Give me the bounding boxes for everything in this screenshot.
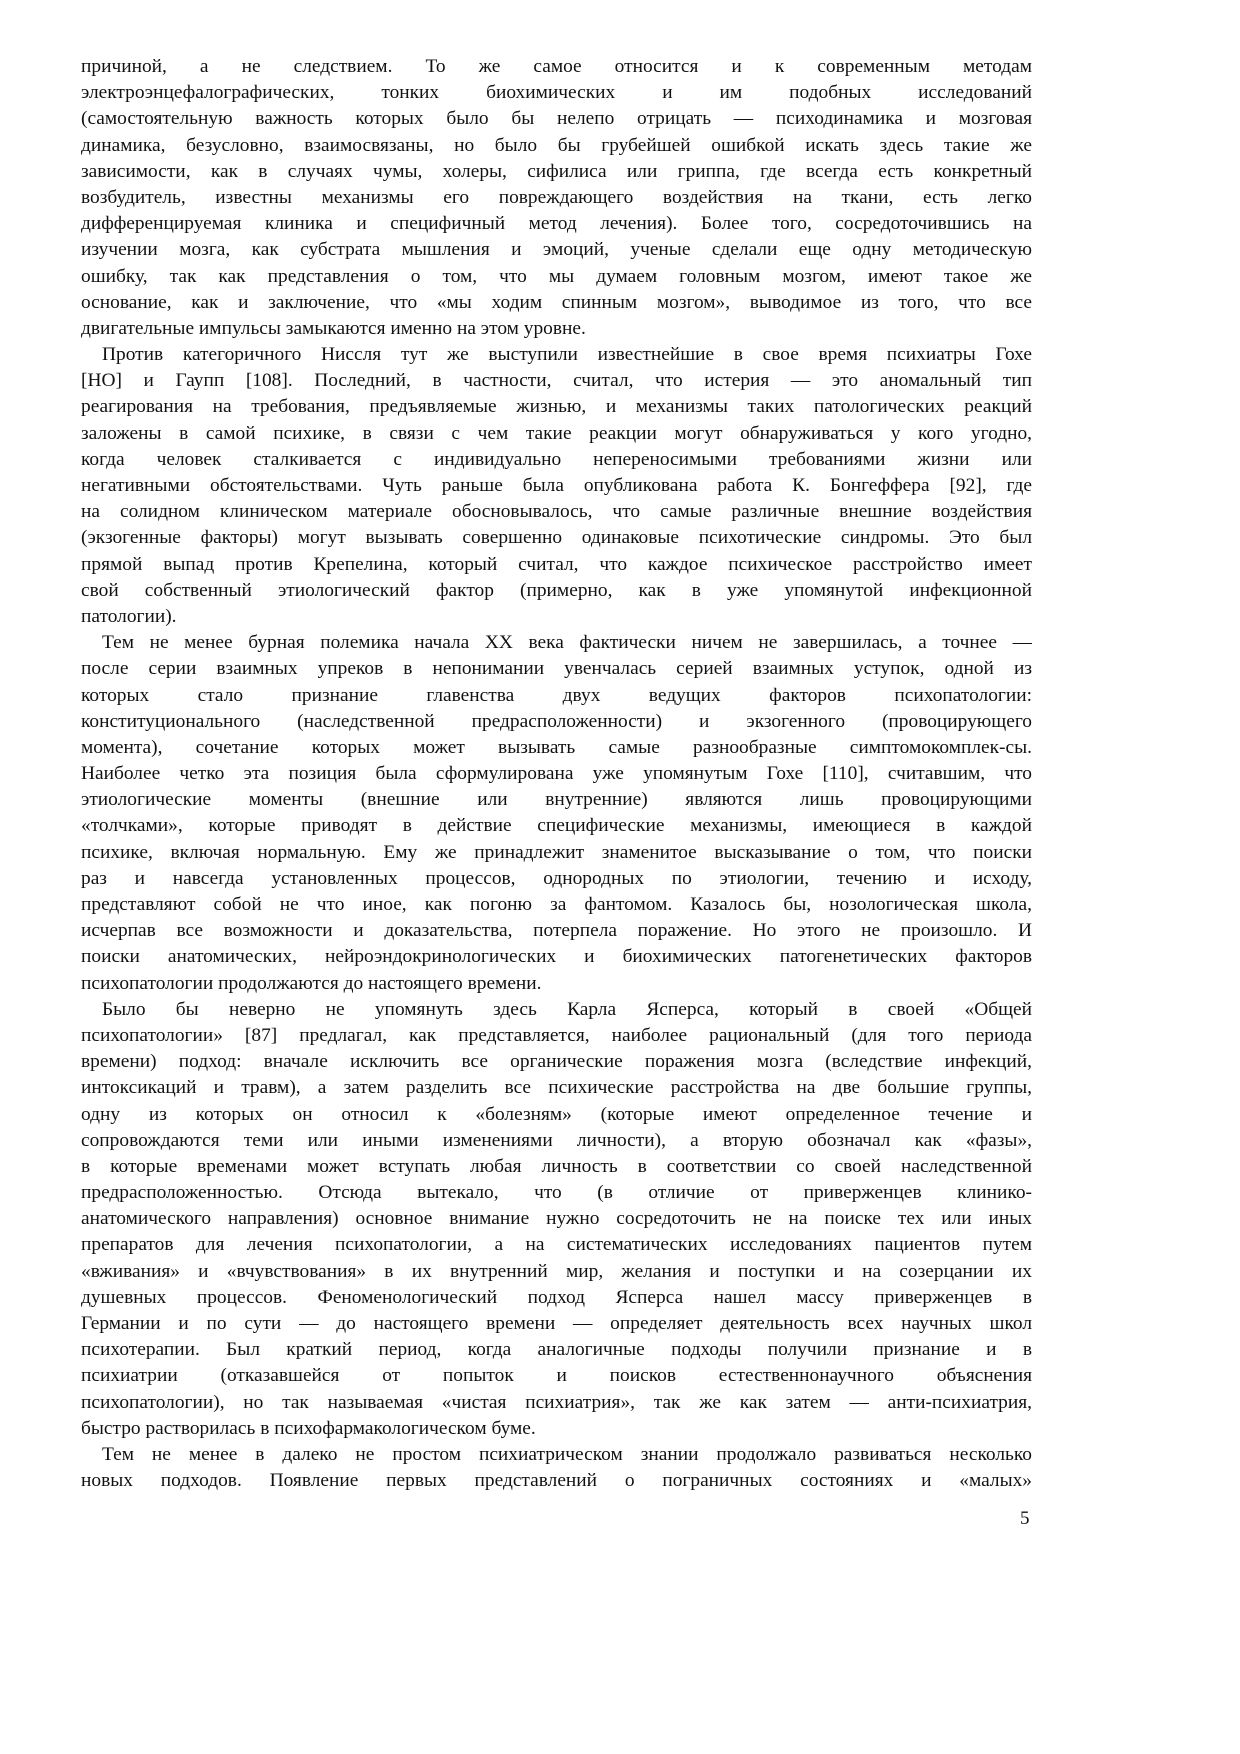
paragraph xyxy=(81,54,1032,342)
text-line: представляют собой не что иное, как погоню за фантомом. Казалось бы, нозологическая школа, xyxy=(81,894,1032,915)
paragraph xyxy=(81,342,1032,630)
page-number: 5 xyxy=(1020,1508,1030,1529)
text-line: «толчками», которые приводят в действие специфические механизмы, имеющиеся в каждой xyxy=(81,815,1032,837)
text-line: ошибку, так как представления о том, что мы думаем головным мозгом, имеют такое же xyxy=(81,265,1032,287)
text-line: когда человек сталкивается с индивидуально непереносимыми требованиями жизни или xyxy=(81,448,1032,470)
text-line: (самостоятельную важность которых было бы нелепо отрицать — психодинамика и мозговая xyxy=(81,108,1032,130)
text-line: психопатологии), но так называемая «чистая психиатрия», так же как затем — анти-психиатрия, xyxy=(81,1391,1032,1413)
text-line: которых стало признание главенства двух ведущих факторов психопатологии: xyxy=(81,684,1032,706)
text-line: поиски анатомических, нейроэндокринологических и биохимических патогенетических факторов xyxy=(81,946,1032,968)
text-line: возбудитель, известны механизмы его повреждающего воздействия на ткани, есть легко xyxy=(81,186,1032,208)
text-line: сопровождаются теми или иными изменениями личности), а вторую обозначал как «фазы», xyxy=(81,1129,1032,1151)
text-line: зависимости, как в случаях чумы, холеры, сифилиса или гриппа, где всегда есть конкретный xyxy=(81,160,1032,182)
text-line: «вживания» и «вчувствования» в их внутренний мир, желания и поступки и на созерцании их xyxy=(81,1260,1032,1282)
text-line: Было бы неверно не упомянуть здесь Карла Ясперса, который в своей «Общей xyxy=(102,998,1032,1020)
text-line: [НО] и Гаупп [108]. Последний, в частности, считал, что истерия — это аномальный тип xyxy=(81,370,1032,392)
text-line: основание, как и заключение, что «мы ходим спинным мозгом», выводимое из того, что все xyxy=(81,291,1032,313)
text-line: исчерпав все возможности и доказательства, потерпела поражение. Но этого не произошло. И xyxy=(81,920,1032,942)
text-line: психотерапии. Был краткий период, когда аналогичные подходы получили признание и в xyxy=(81,1339,1032,1361)
text-line: интоксикаций и травм), а затем разделить все психические расстройства на две большие группы, xyxy=(81,1077,1032,1099)
text-line: психопатологии» [87] предлагал, как представляется, наиболее рациональный (для того периода xyxy=(81,1024,1032,1046)
text-line: реагирования на требования, предъявляемые жизнью, и механизмы таких патологических реакций xyxy=(81,396,1032,418)
text-line: Германии и по сути — до настоящего времени — определяет деятельность всех научных школ xyxy=(81,1313,1032,1334)
text-line: конституционального (наследственной предрасположенности) и экзогенного (провоцирующего xyxy=(81,710,1032,732)
paragraph xyxy=(81,997,1032,1442)
document-body xyxy=(81,54,1032,1494)
text-line: этиологические моменты (внешние или внутренние) являются лишь провоцирующими xyxy=(81,789,1032,811)
text-line: заложены в самой психике, в связи с чем такие реакции могут обнаруживаться у кого угодно, xyxy=(81,422,1032,444)
text-line: Против категоричного Ниссля тут же выступили известнейшие в свое время психиатры Гохе xyxy=(102,344,1032,366)
text-line: времени) подход: вначале исключить все органические поражения мозга (вследствие инфекций, xyxy=(81,1051,1032,1073)
text-line: препаратов для лечения психопатологии, а на систематических исследованиях пациентов путем xyxy=(81,1234,1032,1256)
text-line: прямой выпад против Крепелина, который считал, что каждое психическое расстройство имеет xyxy=(81,553,1032,575)
text-line: изучении мозга, как субстрата мышления и эмоций, ученые сделали еще одну методическую xyxy=(81,239,1032,261)
text-line: динамика, безусловно, взаимосвязаны, но было бы грубейшей ошибкой искать здесь такие же xyxy=(81,134,1032,156)
text-line: душевных процессов. Феноменологический подход Ясперса нашел массу приверженцев в xyxy=(81,1286,1032,1308)
text-line: одну из которых он относил к «болезням» (которые имеют определенное течение и xyxy=(81,1103,1032,1125)
text-line: психопатологии продолжаются до настоящего времени. xyxy=(81,972,542,994)
paragraph xyxy=(81,1442,1032,1494)
text-line: психике, включая нормальную. Ему же принадлежит знаменитое высказывание о том, что поиски xyxy=(81,841,1032,863)
text-line: патологии). xyxy=(81,605,177,627)
text-line: свой собственный этиологический фактор (примерно, как в уже упомянутой инфекционной xyxy=(81,579,1032,601)
text-line: анатомического направления) основное внимание нужно сосредоточить не на поиске тех или иных xyxy=(81,1208,1032,1230)
text-line: предрасположенностью. Отсюда вытекало, что (в отличие от приверженцев клинико- xyxy=(81,1182,1032,1204)
paragraph xyxy=(81,630,1032,997)
text-line: момента), сочетание которых может вызывать самые разнообразные симптомокомплек-сы. xyxy=(81,736,1032,758)
text-line: дифференцируемая клиника и специфичный метод лечения). Более того, сосредоточившись на xyxy=(81,213,1032,235)
text-line: двигательные импульсы замыкаются именно на этом уровне. xyxy=(81,317,586,339)
text-line: (экзогенные факторы) могут вызывать совершенно одинаковые психотические синдромы. Это был xyxy=(81,527,1032,549)
text-line: электроэнцефалографических, тонких биохимических и им подобных исследований xyxy=(81,82,1032,104)
text-line: негативными обстоятельствами. Чуть раньше была опубликована работа К. Бонгеффера [92], где xyxy=(81,475,1032,496)
text-line: в которые временами может вступать любая личность в соответствии со своей наследственной xyxy=(81,1155,1032,1177)
text-line: Тем не менее бурная полемика начала XX века фактически ничем не завершилась, а точнее — xyxy=(102,632,1032,654)
text-line: психиатрии (отказавшейся от попыток и поисков естественнонаучного объяснения xyxy=(81,1365,1032,1387)
text-line: Тем не менее в далеко не простом психиатрическом знании продолжало развиваться несколько xyxy=(102,1443,1032,1465)
text-line: причиной, а не следствием. То же самое относится и к современным методам xyxy=(81,56,1032,77)
text-line: на солидном клиническом материале обосновывалось, что самые различные внешние воздействия xyxy=(81,501,1032,523)
text-line: раз и навсегда установленных процессов, однородных по этиологии, течению и исходу, xyxy=(81,867,1032,889)
text-line: Наиболее четко эта позиция была сформулирована уже упомянутым Гохе [110], считавшим, что xyxy=(81,763,1032,785)
text-line: новых подходов. Появление первых представлений о пограничных состояниях и «малых» xyxy=(81,1470,1032,1492)
text-line: после серии взаимных упреков в непонимании увенчалась серией взаимных уступок, одной из xyxy=(81,658,1032,680)
text-line: быстро растворилась в психофармакологическом буме. xyxy=(81,1417,536,1439)
